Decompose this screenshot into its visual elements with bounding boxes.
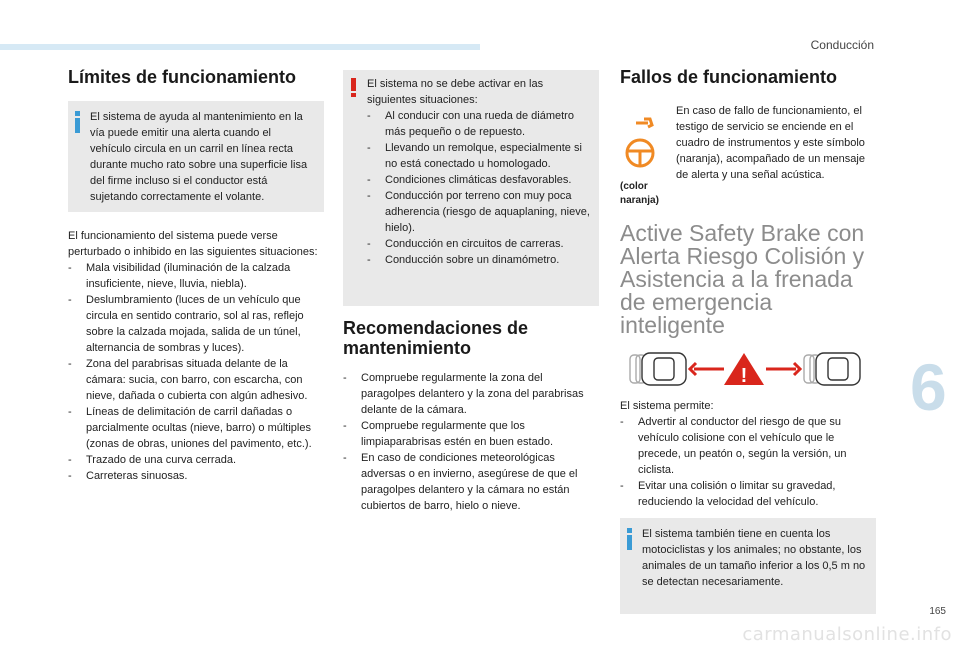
faults-title: Fallos de funcionamiento (620, 67, 838, 87)
limits-intro: El funcionamiento del sistema puede verse perturbado o inhibido en las siguientes situaciones: (68, 230, 318, 258)
asb-info-text: El sistema también tiene en cuenta los motociclistas y los animales; no obstante, los animales de un tamaño inferior a los 0,5 m no se detectan necesariamente. (642, 528, 866, 588)
limits-info-text: El sistema de ayuda al mantenimiento en la vía puede emitir una alerta cuando el vehículo circula en un carril en línea recta durante mucho rato sobre una superficie lisa del firme incluso si el conductor está sujetando correctamente el volante. (90, 111, 308, 203)
list-item: - Evitar una colisión o limitar su gravedad, reduciendo la velocidad del vehículo. (620, 478, 876, 510)
list-item: - Condiciones climáticas desfavorables. (367, 172, 591, 188)
warning-box (343, 70, 599, 306)
fault-text: En caso de fallo de funcionamiento, el testigo de servicio se enciende en el cuadro de instrumentos y este símbolo (naranja), acompañado de un mensaje de alerta y una señal acústica. (676, 105, 865, 181)
list-item: - Mala visibilidad (iluminación de la calzada insuficiente, nieve, lluvia, niebla). (68, 260, 324, 292)
list-item: - Líneas de delimitación de carril dañadas o parcialmente ocultas (nieve, barro) o múltiples (zonas de obras, uniones del pavimento, etc.). (68, 404, 324, 452)
svg-text:!: ! (740, 365, 748, 387)
list-item: - Compruebe regularmente que los limpiaparabrisas estén en buen estado. (343, 418, 599, 450)
list-item: - Conducción por terreno con muy poca adherencia (riesgo de aquaplaning, nieve, hielo). (367, 188, 591, 236)
list-item: - Zona del parabrisas situada delante de la cámara: sucia, con barro, con escarcha, con nieve, dañada o cubierta con algún adhesivo. (68, 356, 324, 404)
column-maintenance (343, 70, 599, 514)
list-item: - Advertir al conductor del riesgo de que su vehículo colisione con el vehículo que le precede, un peatón o, según la versión, un ciclista. (620, 414, 876, 478)
list-item: - Carreteras sinuosas. (68, 468, 324, 484)
section-title: Conducción (810, 38, 874, 52)
warning-list (367, 108, 591, 268)
footer-watermark: carmanualsonline.info (742, 624, 952, 645)
icon-caption: (color naranja) (620, 181, 659, 206)
info-icon (626, 528, 632, 550)
warning-intro: El sistema no se debe activar en las siguientes situaciones: (367, 78, 544, 106)
maintenance-title: Recomendaciones de mantenimiento (343, 318, 529, 358)
asb-title: Active Safety Brake con Alerta Riesgo Colisión y Asistencia a la frenada de emergencia inteligente (620, 220, 865, 338)
fault-icon-group (620, 117, 670, 208)
header-bar (0, 44, 480, 50)
fault-block (620, 105, 876, 232)
info-icon (74, 111, 80, 133)
limits-title: Límites de funcionamiento (68, 67, 297, 87)
front-car-icon (804, 353, 860, 385)
limits-info-box (68, 101, 324, 212)
list-item: - Deslumbramiento (luces de un vehículo que circula en sentido contrario, sol al ras, reflejo sobre la calzada mojada, salida de un túnel, alternancia de sombras y luces). (68, 292, 324, 356)
list-item: - Llevando un remolque, especialmente si no está conectado u homologado. (367, 140, 591, 172)
asb-intro: El sistema permite: (620, 400, 714, 412)
page-number: 165 (929, 606, 946, 617)
chapter-number: 6 (910, 346, 960, 428)
collision-diagram (620, 349, 870, 389)
maintenance-list (343, 370, 599, 514)
list-item: - Trazado de una curva cerrada. (68, 452, 324, 468)
list-item: - Conducción sobre un dinamómetro. (367, 252, 591, 268)
column-faults (620, 67, 876, 614)
limits-list (68, 260, 324, 484)
asb-info-box (620, 518, 876, 614)
steering-warning-icon (620, 117, 660, 175)
list-item: - En caso de condiciones meteorológicas adversas o en invierno, asegúrese de que el paragolpes delantero y la cámara no están cubiertos de barro, hielo o nieve. (343, 450, 599, 514)
warning-icon (351, 78, 357, 97)
rear-car-icon (630, 353, 686, 385)
list-item: - Al conducir con una rueda de diámetro más pequeño o de repuesto. (367, 108, 591, 140)
column-limits (68, 67, 324, 484)
asb-list (620, 414, 876, 510)
list-item: - Compruebe regularmente la zona del paragolpes delantero y la zona del parabrisas delante de la cámara. (343, 370, 599, 418)
list-item: - Conducción en circuitos de carreras. (367, 236, 591, 252)
